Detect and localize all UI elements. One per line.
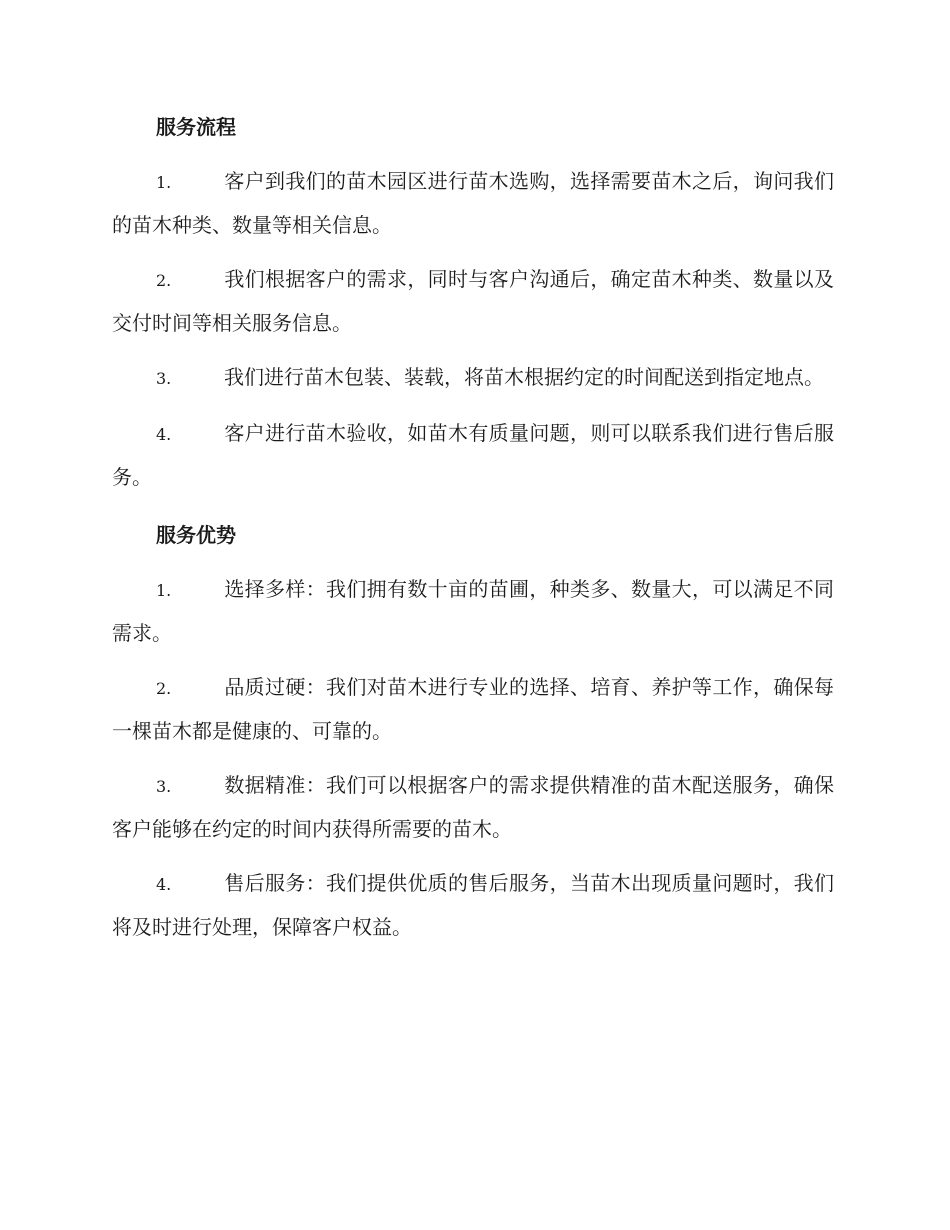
- list-item-text: 我们根据客户的需求，同时与客户沟通后，确定苗木种类、数量以及交付时间等相关服务信息。: [112, 267, 834, 335]
- list-item: [112, 356, 834, 400]
- list-item: [112, 568, 834, 654]
- list-item-text: 选择多样：我们拥有数十亩的苗圃，种类多、数量大，可以满足不同需求。: [112, 577, 834, 645]
- list-item: [112, 764, 834, 850]
- list-item-number: 1.: [156, 173, 172, 192]
- list-item: [112, 666, 834, 752]
- list-item-number: 2.: [156, 679, 172, 698]
- list-item: [112, 862, 834, 948]
- section-title-service-process: 服务流程: [156, 115, 236, 139]
- list-item-text: 品质过硬：我们对苗木进行专业的选择、培育、养护等工作，确保每一棵苗木都是健康的、可靠的。: [112, 675, 834, 743]
- list-item-text: 售后服务：我们提供优质的售后服务，当苗木出现质量问题时，我们将及时进行处理，保障客户权益。: [112, 871, 834, 939]
- list-item-number: 4.: [156, 425, 172, 444]
- list-item-number: 3.: [156, 369, 172, 388]
- list-item: [112, 258, 834, 344]
- list-item-number: 3.: [156, 777, 172, 796]
- list-item-number: 2.: [156, 271, 172, 290]
- list-item-text: 我们进行苗木包装、装载，将苗木根据约定的时间配送到指定地点。: [224, 365, 824, 389]
- list-item: [112, 160, 834, 246]
- list-item-text: 客户进行苗木验收，如苗木有质量问题，则可以联系我们进行售后服务。: [112, 421, 834, 489]
- document-page: [112, 110, 834, 960]
- list-item-number: 4.: [156, 875, 172, 894]
- list-item-text: 客户到我们的苗木园区进行苗木选购，选择需要苗木之后，询问我们的苗木种类、数量等相关信息。: [112, 169, 834, 237]
- list-item: [112, 412, 834, 498]
- list-item-text: 数据精准：我们可以根据客户的需求提供精准的苗木配送服务，确保客户能够在约定的时间内获得所需要的苗木。: [112, 773, 834, 841]
- list-item-number: 1.: [156, 581, 172, 600]
- section-title-service-advantages: 服务优势: [156, 523, 236, 547]
